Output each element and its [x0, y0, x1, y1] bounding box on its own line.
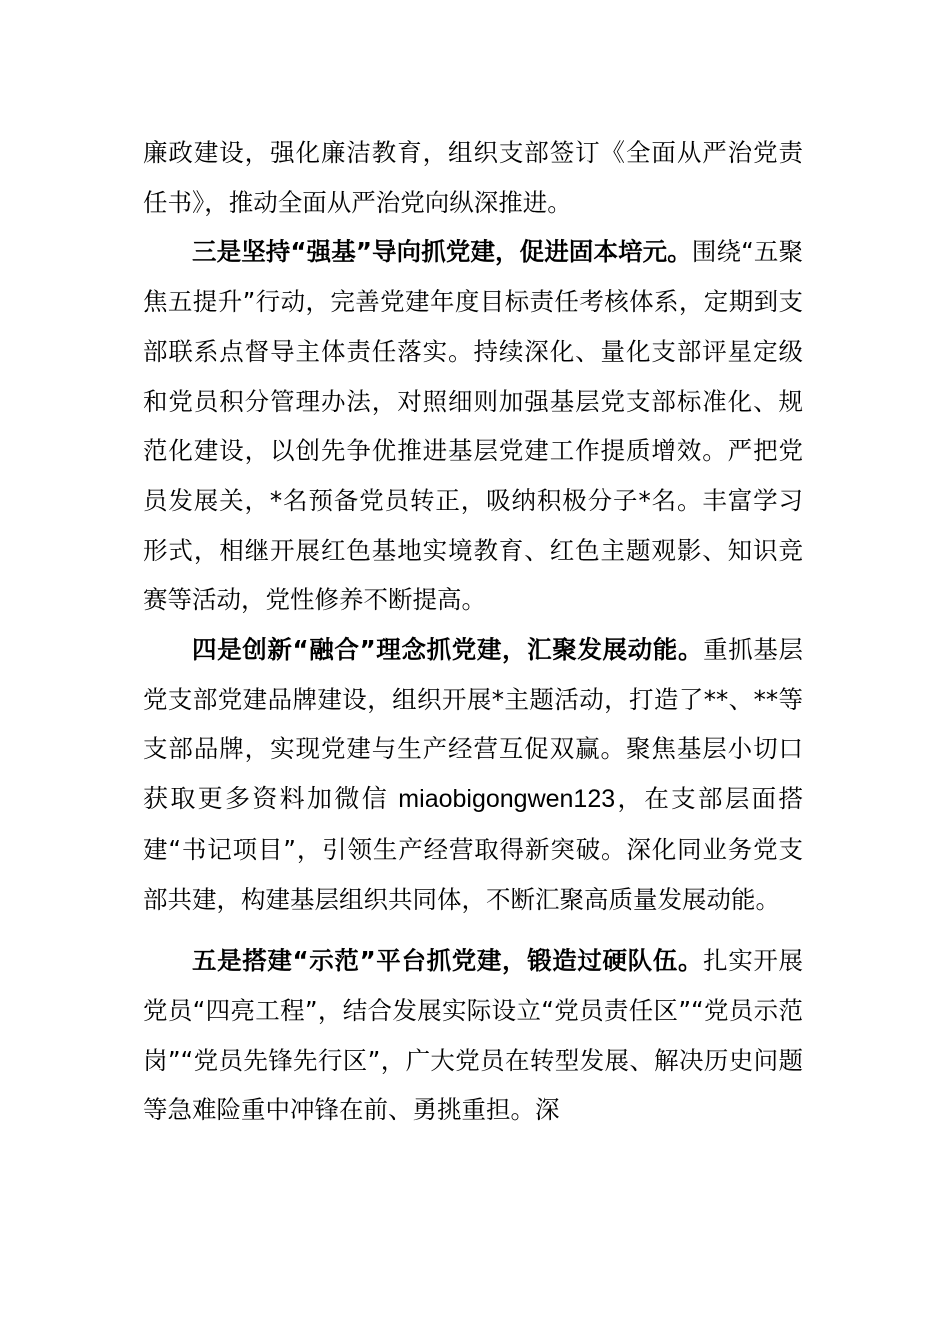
document-body: [143, 128, 803, 1135]
paragraph-text: 围绕“五聚焦五提升”行动，完善党建年度目标责任考核体系，定期到支部联系点督导主体责任落实。持续深化、量化支部评星定级和党员积分管理办法，对照细则加强基层党支部标准化、规范化建设，以创先争优推进基层党建工作提质增效。严把党员发展关，*名预备党员转正，吸纳积极分子*名。丰富学习形式，相继开展红色基地实境教育、红色主题观影、知识竞赛等活动，党性修养不断提高。: [143, 237, 803, 615]
paragraph-text: 重抓基层党支部党建品牌建设，组织开展*主题活动，打造了**、**等支部品牌，实现党建与生产经营互促双赢。聚焦基层小切口: [143, 635, 804, 764]
paragraph-heading: 四是创新“融合”理念抓党建，汇聚发展动能。: [192, 635, 704, 665]
paragraph-text: 扎实开展党员“四亮工程”，结合发展实际设立“党员责任区”“党员示范岗”“党员先锋先行区”，广大党员在转型发展、解决历史问题等急难险重中冲锋在前、勇挑重担。深: [143, 946, 804, 1125]
paragraph-ronghe: [143, 625, 803, 924]
promo-text: 获取更多资料加微信 miaobigongwen123: [143, 785, 616, 814]
paragraph-text: ，在支部层面搭建“书记项目”，引领生产经营取得新突破。深化同业务党支部共建，构建基层组织共同体，不断汇聚高质量发展动能。: [143, 784, 804, 914]
paragraph-text: 廉政建设，强化廉洁教育，组织支部签订《全面从严治党责任书》，推动全面从严治党向纵深推进。: [143, 138, 803, 217]
paragraph-continuation: [143, 128, 803, 227]
paragraph-qiangji: [143, 227, 803, 625]
paragraph-heading: 五是搭建“示范”平台抓党建，锻造过硬队伍。: [192, 946, 704, 976]
paragraph-shifan: [143, 936, 803, 1135]
paragraph-heading: 三是坚持“强基”导向抓党建，促进固本培元。: [192, 237, 692, 267]
